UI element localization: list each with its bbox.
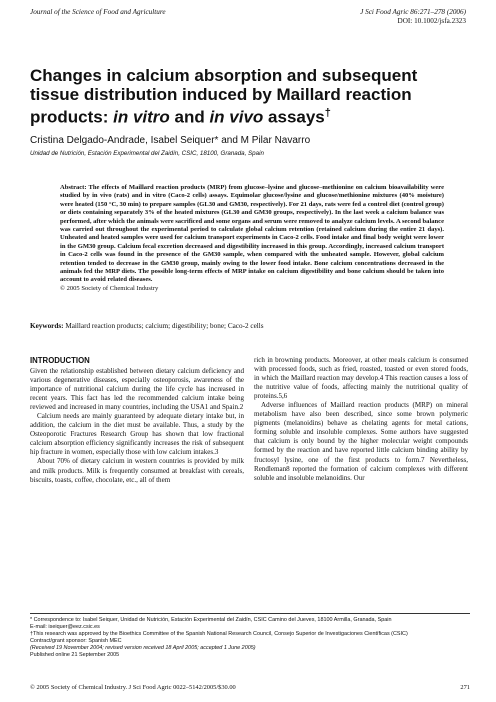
- footnote-approval: †This research was approved by the Bioethics Committee of the Spanish National Research Council, Consejo Superior de Investigaciones Científicas (CSIC): [30, 631, 408, 638]
- footer-copyright: © 2005 Society of Chemical Industry. J Sci Food Agric 0022–5142/2005/$30.00: [30, 684, 236, 691]
- footnote-grant: Contract/grant sponsor: Spanish MEC: [30, 638, 122, 645]
- body-left-column: [30, 356, 244, 485]
- footnote-received: (Received 19 November 2004; revised version received 18 April 2005; accepted 1 June 2005): [30, 645, 256, 652]
- journal-name: Journal of the Science of Food and Agriculture: [30, 8, 166, 16]
- running-header: [30, 8, 466, 30]
- doi: DOI: 10.1002/jsfa.2323: [397, 16, 466, 25]
- keywords: [30, 322, 470, 331]
- keywords-text: Maillard reaction products; calcium; digestibility; bone; Caco-2 cells: [65, 322, 264, 330]
- abstract: [60, 184, 444, 293]
- page-footer: [30, 684, 470, 692]
- article-title: Changes in calcium absorption and subsequent tissue distribution induced by Maillard reaction products: in vitro and in vivo assays†: [30, 66, 418, 127]
- abstract-copyright: © 2005 Society of Chemical Industry: [60, 284, 159, 292]
- affiliation: Unidad de Nutrición, Estación Experimental del Zaidín, CSIC, 18100, Granada, Spain: [30, 150, 264, 157]
- paragraph: Given the relationship established between dietary calcium deficiency and various degenerative diseases, especially osteoporosis, awareness of the importance of nutritional calcium during the life cycle has increased in recent years. This fact has led the recommended calcium intake being reviewed and increased in many countries, including the USA1 and Spain.2: [30, 367, 244, 412]
- journal-citation: J Sci Food Agric 86:271–278 (2006): [360, 8, 466, 16]
- body-right-column: [254, 356, 468, 483]
- footnote-email: E-mail: iseiquer@eez.csic.es: [30, 624, 100, 631]
- keywords-label: Keywords:: [30, 322, 64, 330]
- footnote-rule: [30, 613, 470, 614]
- footnotes: [30, 617, 470, 660]
- paragraph: Adverse influences of Maillard reaction products (MRP) on mineral metabolism have also been described, since some brown polymeric pigments (melanoidins) behave as chelating agents for metal cations, forming soluble and insoluble complexes. Some authors have suggested that calcium is only bound by the higher molecular weight compounds formed by the reaction and have reported little calcium binding ability by fructosyl lysine, one of the first products to form.7 Nevertheless, Rendleman8 reported the formation of calcium complexes with different soluble and insoluble melanoidins. Our: [254, 401, 468, 482]
- title-in-vivo: in vivo: [209, 107, 264, 127]
- title-footnote-mark: †: [324, 107, 331, 119]
- citation-block: [360, 8, 466, 25]
- paragraph: rich in browning products. Moreover, at other meals calcium is consumed with processed foods, such as fried, roasted, toasted or even stored foods, in which the Maillard reaction may develop.4 This reaction causes a loss of the nutritive value of foods, affecting mainly the nutritional quality of proteins.5,6: [254, 356, 468, 401]
- abstract-text: Abstract: The effects of Maillard reaction products (MRP) from glucose–lysine and glucose–methionine on calcium bioavailability were studied by in vivo (rats) and in vitro (Caco-2 cells) assays. Equimolar glucose/lysine and glucose/methionine mixtures (40% moisture) were heated (150 °C, 30 min) to prepare samples (GL30 and GM30, respectively). For 21 days, rats were fed a control diet (control group) or diets containing separately 3% of the heated mixtures (GL30 and GM30 groups, respectively). In the last week a calcium balance was performed, after which the animals were sacrificed and some organs and serum were removed to analyze calcium levels. A second balance was carried out throughout the experimental period to calculate global calcium retention (retained calcium during the entire 21 days). Unheated and heated samples were used for calcium transport experiments in Caco-2 cells. Food intake and final body weight were lower in the GM30 group. Calcium fecal excretion decreased and digestibility increased in this group. Accordingly, increased calcium transport in Caco-2 cells was found in the presence of the GM30 sample, when compared with the unheated sample. However, global calcium retention tended to decrease in the GM30 group, mainly owing to the lower food intake. Bone calcium concentrations decreased in the animals fed the MRP diets. The possible long-term effects of MRP intake on calcium digestibility and bone calcium should be taken into account to avoid related diseases.: [60, 184, 444, 284]
- paragraph: Calcium needs are mainly guaranteed by adequate dietary intake but, in addition, the calcium in the diet must be available. Thus, a study by the Osteoporotic Fractures Research Group has shown that low fractional calcium absorption efficiency significantly increases the risk of subsequent hip fracture in women, especially those with low calcium intakes.3: [30, 412, 244, 457]
- footnote-published: Published online 21 September 2005: [30, 652, 120, 659]
- section-heading-introduction: INTRODUCTION: [30, 356, 90, 365]
- paragraph: About 70% of dietary calcium in western countries is provided by milk and milk products. Milk is frequently consumed at breakfast with cereals, biscuits, toasts, coffee, chocolate, etc., all of them: [30, 457, 244, 484]
- authors: Cristina Delgado-Andrade, Isabel Seiquer* and M Pilar Navarro: [30, 135, 311, 146]
- footnote-correspondence: * Correspondence to: Isabel Seiquer, Unidad de Nutrición, Estación Experimental del Zaidín, CSIC Camino del Jueves, 18100 Armilla, Granada, Spain: [30, 617, 392, 623]
- page-number: 271: [460, 684, 470, 691]
- title-in-vitro: in vitro: [113, 107, 170, 127]
